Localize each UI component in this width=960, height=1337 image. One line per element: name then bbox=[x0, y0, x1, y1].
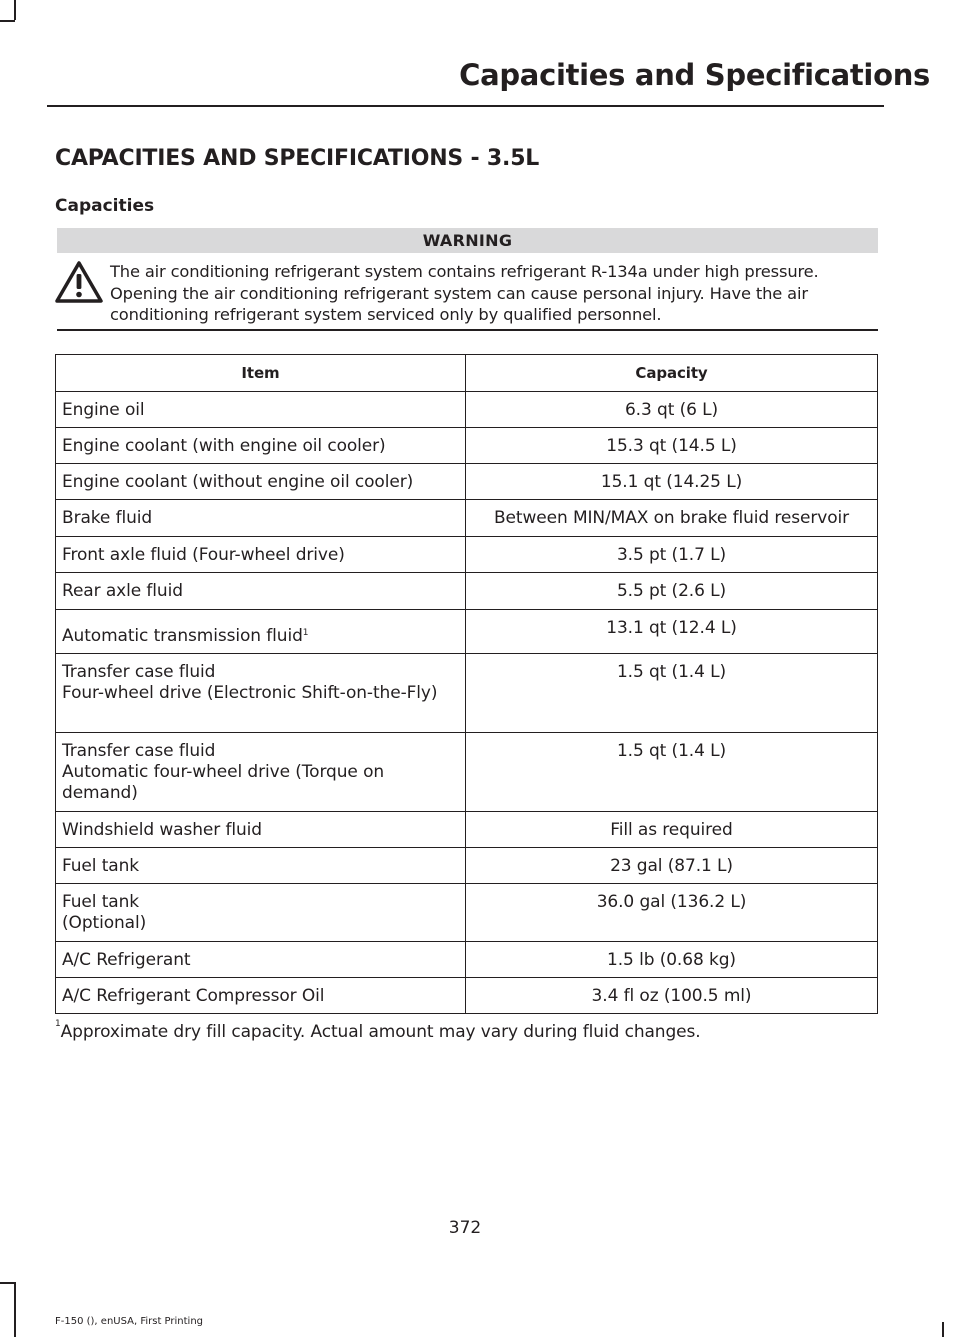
capacity-cell: 3.4 fl oz (100.5 ml) bbox=[466, 978, 878, 1014]
capacity-cell: 5.5 pt (2.6 L) bbox=[466, 573, 878, 610]
item-line: Four-wheel drive (Electronic Shift-on-the-Fly) bbox=[62, 683, 438, 703]
item-line: Transfer case fluid bbox=[62, 662, 216, 682]
crop-mark bbox=[0, 1282, 15, 1284]
item-cell bbox=[56, 610, 466, 654]
warning-text: The air conditioning refrigerant system contains refrigerant R-134a under high pressure. Opening the air conditioning refrigerant system can cause personal injury. Have the air conditioning refrigerant system serviced only by qualified personnel. bbox=[110, 262, 819, 324]
item-line: Engine coolant (without engine oil cooler) bbox=[62, 472, 414, 492]
item-cell bbox=[56, 654, 466, 733]
crop-mark bbox=[942, 1322, 944, 1337]
warning-rule bbox=[57, 329, 878, 331]
chapter-title: Capacities and Specifications bbox=[459, 58, 930, 92]
table-row bbox=[56, 733, 878, 812]
item-line: Fuel tank bbox=[62, 856, 140, 876]
capacity-cell: Between MIN/MAX on brake fluid reservoir bbox=[466, 500, 878, 537]
item-cell bbox=[56, 392, 466, 428]
table-header-row bbox=[56, 355, 878, 392]
item-cell bbox=[56, 428, 466, 464]
capacity-cell: Fill as required bbox=[466, 812, 878, 848]
header-item: Item bbox=[56, 355, 466, 392]
item-line: Windshield washer fluid bbox=[62, 820, 262, 840]
item-line bbox=[62, 618, 459, 647]
table-row bbox=[56, 610, 878, 654]
item-cell bbox=[56, 884, 466, 942]
section-heading: CAPACITIES AND SPECIFICATIONS - 3.5L bbox=[55, 146, 540, 171]
item-line-text: Automatic transmission fluid bbox=[62, 626, 303, 646]
item-cell bbox=[56, 733, 466, 812]
capacity-cell: 3.5 pt (1.7 L) bbox=[466, 537, 878, 573]
capacities-table bbox=[55, 354, 878, 1014]
table-row bbox=[56, 392, 878, 428]
footnote-mark: 1 bbox=[55, 1019, 61, 1029]
footnote bbox=[55, 1019, 701, 1042]
capacity-cell: 13.1 qt (12.4 L) bbox=[466, 610, 878, 654]
table-row bbox=[56, 812, 878, 848]
table-row bbox=[56, 537, 878, 573]
capacity-cell: 1.5 qt (1.4 L) bbox=[466, 733, 878, 812]
table-row bbox=[56, 978, 878, 1014]
table-row bbox=[56, 428, 878, 464]
item-line: Rear axle fluid bbox=[62, 581, 183, 601]
item-line: Transfer case fluid bbox=[62, 741, 216, 761]
capacity-cell: 36.0 gal (136.2 L) bbox=[466, 884, 878, 942]
capacity-cell: 1.5 qt (1.4 L) bbox=[466, 654, 878, 733]
warning-triangle-icon bbox=[54, 260, 104, 304]
item-cell bbox=[56, 464, 466, 500]
table-row bbox=[56, 942, 878, 978]
item-line: Fuel tank bbox=[62, 892, 140, 912]
item-line: A/C Refrigerant bbox=[62, 950, 191, 970]
item-line: Engine coolant (with engine oil cooler) bbox=[62, 436, 386, 456]
page-number: 372 bbox=[448, 1218, 482, 1238]
capacity-cell: 1.5 lb (0.68 kg) bbox=[466, 942, 878, 978]
capacity-cell: 15.1 qt (14.25 L) bbox=[466, 464, 878, 500]
footnote-text: Approximate dry fill capacity. Actual amount may vary during fluid changes. bbox=[60, 1022, 701, 1042]
item-line: Front axle fluid (Four-wheel drive) bbox=[62, 545, 345, 565]
crop-mark bbox=[14, 1282, 16, 1337]
capacity-cell: 6.3 qt (6 L) bbox=[466, 392, 878, 428]
header-rule bbox=[47, 105, 884, 107]
item-cell bbox=[56, 537, 466, 573]
item-cell bbox=[56, 978, 466, 1014]
table-row bbox=[56, 848, 878, 884]
footnote-ref: 1 bbox=[302, 628, 309, 638]
item-line: Engine oil bbox=[62, 400, 145, 420]
header-capacity: Capacity bbox=[466, 355, 878, 392]
warning-label: WARNING bbox=[57, 228, 878, 253]
crop-mark bbox=[0, 20, 15, 22]
sub-heading: Capacities bbox=[55, 196, 155, 216]
item-cell bbox=[56, 500, 466, 537]
capacity-cell: 23 gal (87.1 L) bbox=[466, 848, 878, 884]
item-line: A/C Refrigerant Compressor Oil bbox=[62, 986, 325, 1006]
item-line: Brake fluid bbox=[62, 508, 153, 528]
crop-mark bbox=[14, 0, 16, 20]
item-cell bbox=[56, 573, 466, 610]
table-row bbox=[56, 464, 878, 500]
item-cell bbox=[56, 812, 466, 848]
table-row bbox=[56, 654, 878, 733]
table-row bbox=[56, 500, 878, 537]
item-line: Automatic four-wheel drive (Torque on demand) bbox=[62, 762, 385, 803]
print-info: F-150 (), enUSA, First Printing bbox=[55, 1316, 204, 1327]
capacity-cell: 15.3 qt (14.5 L) bbox=[466, 428, 878, 464]
item-cell bbox=[56, 848, 466, 884]
item-line: (Optional) bbox=[62, 913, 147, 933]
item-cell bbox=[56, 942, 466, 978]
table-row bbox=[56, 884, 878, 942]
table-row bbox=[56, 573, 878, 610]
